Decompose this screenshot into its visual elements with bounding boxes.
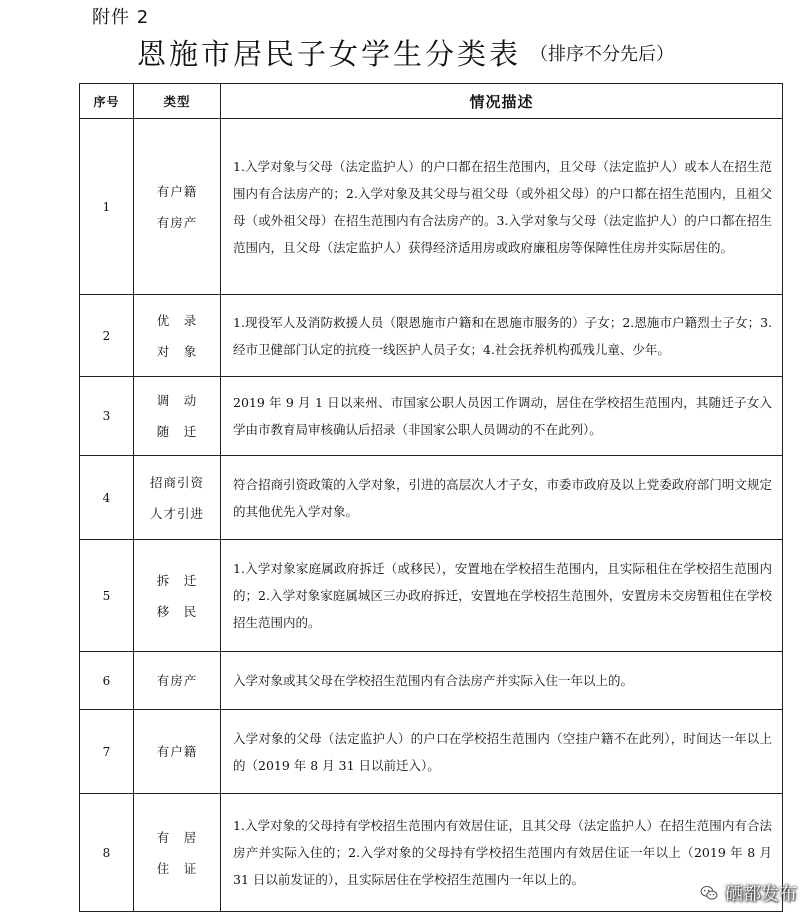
row-type-line: 住 证 <box>156 860 198 876</box>
row-type-line: 有户籍 <box>156 183 198 199</box>
row-type <box>134 794 221 912</box>
table-row <box>80 794 783 912</box>
row-type-line: 有房产 <box>156 673 198 688</box>
row-no: 6 <box>80 652 134 710</box>
row-type-line: 人才引进 <box>149 505 204 521</box>
row-type-line: 调 动 <box>156 393 198 408</box>
row-type-line: 优 录 <box>156 312 198 328</box>
title-note: （排序不分先后） <box>530 43 675 65</box>
title-row <box>0 32 811 73</box>
row-desc: 入学对象或其父母在学校招生范围内有合法房产并实际入住一年以上的。 <box>221 652 783 710</box>
table-row <box>80 652 783 710</box>
row-desc: 1.入学对象与父母（法定监护人）的户口都在招生范围内，且父母（法定监护人）或本人在招生范围内有合法房产的；2.入学对象及其父母与祖父母（或外祖父母）的户口都在招生范围内，且祖父母（或外祖父母）在招生范围内有合法房产的。3.入学对象与父母（法定监护人）的户口都在招生范围内，且父母（法定监护人）获得经济适用房或政府廉租房等保障性住房并实际居住的。 <box>221 119 783 295</box>
row-type-line: 随 迁 <box>156 424 198 439</box>
row-type <box>134 119 221 295</box>
row-type <box>134 652 221 710</box>
classification-table <box>79 83 783 912</box>
row-desc: 1.入学对象的父母持有学校招生范围内有效居住证，且其父母（法定监护人）在招生范围内有合法房产并实际入住的；2.入学对象的父母持有学校招生范围内有效居住证一年以上（2019 年 8 月 31 日以前发证的），且实际居住在学校招生范围内一年以上的。 <box>221 794 783 912</box>
row-type-line: 有房产 <box>156 214 198 230</box>
row-type <box>134 456 221 540</box>
row-no: 5 <box>80 540 134 652</box>
row-desc: 1.现役军人及消防救援人员（限恩施市户籍和在恩施市服务的）子女；2.恩施市户籍烈士子女；3.经市卫健部门认定的抗疫一线医护人员子女；4.社会抚养机构孤残儿童、少年。 <box>221 295 783 377</box>
page-title: 恩施市居民子女学生分类表 <box>136 37 521 71</box>
watermark-text: 硒都发布 <box>725 884 797 905</box>
table-row <box>80 295 783 377</box>
row-no: 8 <box>80 794 134 912</box>
row-type <box>134 377 221 456</box>
header-desc: 情况描述 <box>221 84 783 119</box>
table-row <box>80 540 783 652</box>
watermark <box>699 880 797 906</box>
row-type-line: 对 象 <box>156 343 198 359</box>
row-no: 3 <box>80 377 134 456</box>
row-no: 4 <box>80 456 134 540</box>
attachment-label: 附件 2 <box>92 7 150 28</box>
table-row <box>80 710 783 794</box>
row-type <box>134 295 221 377</box>
table-header-row <box>80 84 783 119</box>
row-type-line: 移 民 <box>156 603 198 619</box>
row-type-line: 有户籍 <box>156 744 198 759</box>
row-type-line: 有 居 <box>156 829 198 845</box>
header-no: 序号 <box>80 84 134 119</box>
row-no: 2 <box>80 295 134 377</box>
row-desc: 符合招商引资政策的入学对象，引进的高层次人才子女，市委市政府及以上党委政府部门明文规定的其他优先入学对象。 <box>221 456 783 540</box>
row-desc: 2019 年 9 月 1 日以来州、市国家公职人员因工作调动，居住在学校招生范围内，其随迁子女入学由市教育局审核确认后招录（非国家公职人员调动的不在此列）。 <box>221 377 783 456</box>
table-row <box>80 377 783 456</box>
table-row <box>80 456 783 540</box>
row-desc: 入学对象的父母（法定监护人）的户口在学校招生范围内（空挂户籍不在此列），时间达一年以上的（2019 年 8 月 31 日以前迁入）。 <box>221 710 783 794</box>
table-row <box>80 119 783 295</box>
row-no: 1 <box>80 119 134 295</box>
row-type-line: 招商引资 <box>149 474 204 490</box>
wechat-icon <box>699 883 719 903</box>
row-type-line: 拆 迁 <box>156 572 198 588</box>
row-desc: 1.入学对象家庭属政府拆迁（或移民），安置地在学校招生范围内，且实际租住在学校招生范围内的；2.入学对象家庭属城区三办政府拆迁，安置地在学校招生范围外，安置房未交房暂租住在学校招生范围内的。 <box>221 540 783 652</box>
header-type: 类型 <box>134 84 221 119</box>
row-no: 7 <box>80 710 134 794</box>
row-type <box>134 540 221 652</box>
row-type <box>134 710 221 794</box>
